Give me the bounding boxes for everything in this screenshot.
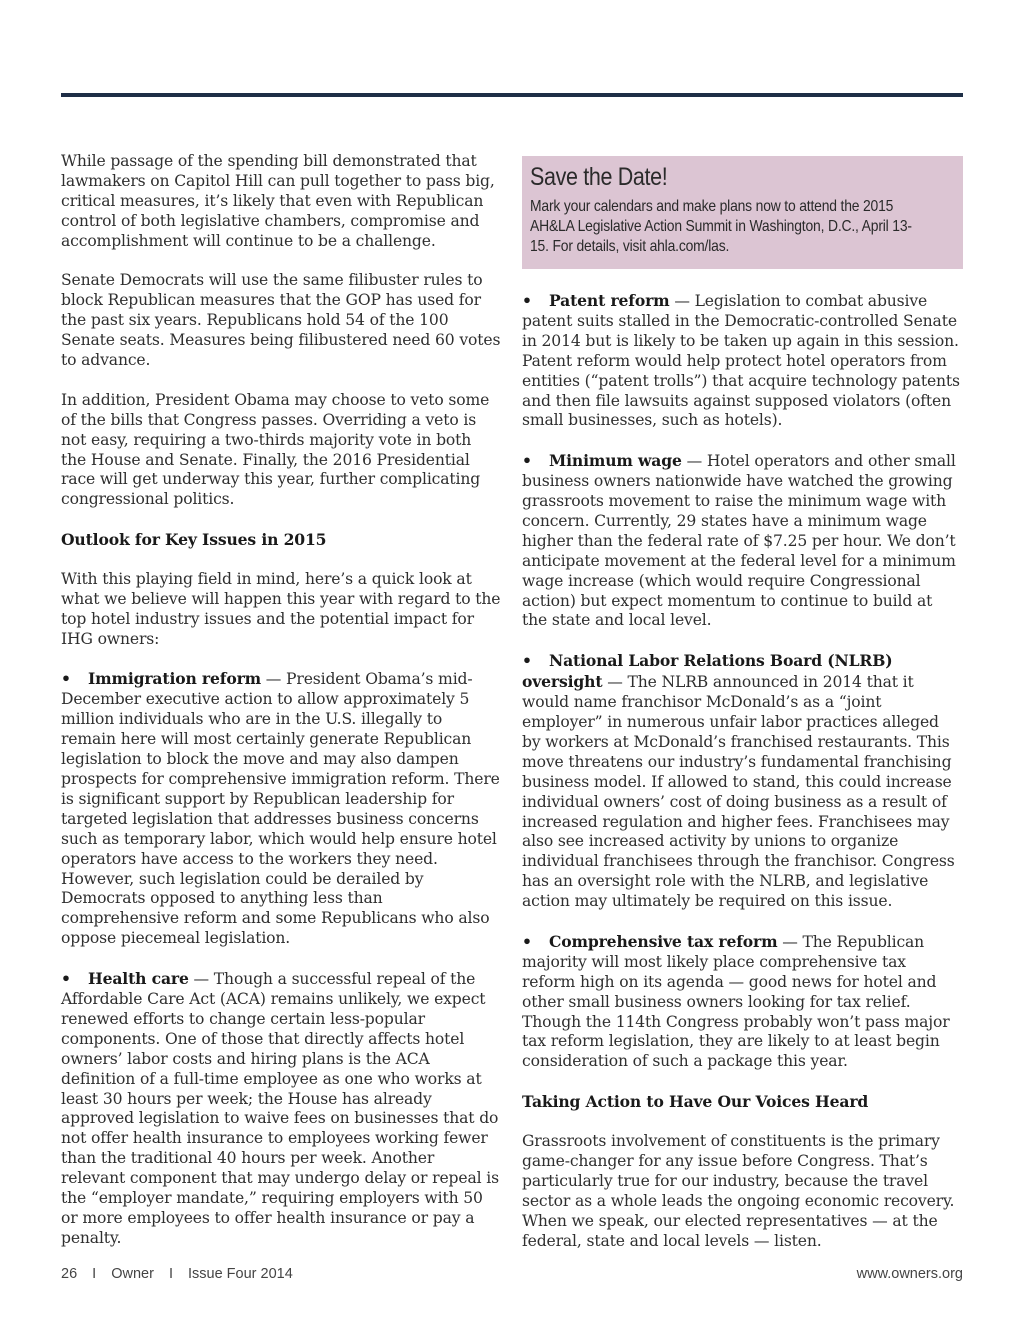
bullet-text: — Though a successful repeal of the Affordable Care Act (ACA) remains unlikely, we expect renewed efforts to change certain less-popular components. One of those that directly affects hotel owners’ labor costs and hiring plans is the ACA definition of a full-time employee as one who works at least 30 hours per week; the House has already approved legislation to waive fees on businesses that do not offer health insurance to employees working fewer than the traditional 40 hours per week. Another relevant component that may undergo delay or repeal is the “employer mandate,” requiring employers with 50 or more employees to offer health insurance or pay a penalty.: [61, 970, 499, 1247]
bullet-item-patent-reform: [522, 291, 962, 431]
bullet-item-minimum-wage: [522, 451, 962, 631]
bullet-icon: •: [522, 651, 532, 671]
bullet-icon: •: [522, 451, 532, 471]
header-rule: [61, 93, 963, 97]
bullet-text: — Legislation to combat abusive patent suits stalled in the Democratic-controlled Senate in 2014 but is likely to be taken up again in this session. Patent reform would help protect hotel operators from entities (“patent trolls”) that acquire technology patents and then file lawsuits against supposed violators (often small businesses, such as hotels).: [522, 292, 960, 430]
page-number: 26: [61, 1266, 78, 1282]
bullet-title: Health care: [88, 969, 189, 989]
bullet-text: — Hotel operators and other small business owners nationwide have watched the growing grassroots movement to raise the minimum wage with concern. Currently, 29 states have a minimum wage higher than the federal rate of $7.25 per hour. We don’t anticipate movement at the federal level for a minimum wage increase (which would require Congressional action) but expect momentum to continue to build at the state and local level.: [522, 452, 956, 630]
paragraph: With this playing field in mind, here’s a quick look at what we believe will happen this year with regard to the top hotel industry issues and the potential impact for IHG owners:: [61, 569, 501, 648]
bullet-icon: •: [522, 291, 532, 310]
bullet-text: — President Obama’s mid-December executive action to allow approximately 5 million individuals who are in the U.S. illegally to remain here will most certainly generate Republican legislation to block the move and may also dampen prospects for comprehensive immigration reform. There is significant support by Republican leadership for targeted legislation that addresses business concerns such as temporary labor, which would help ensure hotel operators have access to the workers they need. However, such legislation could be derailed by Democrats opposed to anything less than comprehensive reform and some Republicans who also oppose piecemeal legislation.: [61, 670, 500, 948]
bullet-icon: •: [522, 931, 532, 951]
section-heading: Outlook for Key Issues in 2015: [61, 530, 327, 550]
page-footer: [61, 1266, 963, 1286]
paragraph: In addition, President Obama may choose to veto some of the bills that Congress passes. Overriding a veto is not easy, requiring a two-thirds majority vote in both the House and Senate. Finally, the 2016 Presidential race will get underway this year, further complicating congressional politics.: [61, 390, 490, 509]
footer-left: [61, 1266, 293, 1282]
section-heading: Taking Action to Have Our Voices Heard: [522, 1092, 869, 1112]
paragraph: While passage of the spending bill demonstrated that lawmakers on Capitol Hill can pull together to pass big, critical measures, it’s likely that even with Republican control of both legislative chambers, compromise and accomplishment will continue to be a challenge.: [61, 152, 495, 250]
bullet-title: Minimum wage: [549, 451, 682, 471]
footer-separator: I: [92, 1266, 97, 1282]
bullet-icon: •: [61, 969, 71, 989]
left-column: [61, 152, 501, 1269]
save-the-date-callout: [522, 156, 963, 269]
bullet-item-health-care: [61, 969, 501, 1249]
bullet-title: Comprehensive tax reform: [549, 931, 778, 951]
bullet-title: National Labor Relations Board (NLRB) oversight: [522, 651, 893, 692]
bullet-text: — The Republican majority will most likely place comprehensive tax reform high on its agenda — good news for hotel and other small business owners looking for tax relief. Though the 114th Congress probably won’t pass major tax reform legislation, they are likely to at least begin consideration of such a package this year.: [522, 932, 950, 1071]
bullet-item-nlrb: [522, 651, 962, 912]
bullet-title: Immigration reform: [88, 669, 261, 689]
issue-label: Issue Four 2014: [187, 1266, 293, 1282]
bullet-text: — The NLRB announced in 2014 that it would name franchisor McDonald’s as a “joint employer” in numerous unfair labor practices alleged by workers at McDonald’s franchised restaurants. This move threatens our industry’s fundamental franchising business model. If allowed to stand, this could increase individual owners’ cost of doing business as a result of increased regulation and higher fees. Franchisees may also see increased activity by unions to organize individual franchisees through the franchisor. Congress has an oversight role with the NLRB, and legislative action may ultimately be required on this issue.: [522, 673, 955, 911]
website-link[interactable]: www.owners.org: [856, 1266, 963, 1282]
bullet-item-tax-reform: [522, 932, 962, 1072]
right-column: [522, 291, 962, 1271]
bullet-item-immigration: [61, 669, 501, 949]
footer-separator: I: [168, 1266, 173, 1282]
bullet-icon: •: [61, 669, 71, 689]
callout-title: Save the Date!: [530, 163, 668, 191]
callout-body: Mark your calendars and make plans now to attend the 2015 AH&LA Legislative Action Summit in Washington, D.C., April 13-15. For details, visit ahla.com/las.: [530, 198, 912, 255]
paragraph: Senate Democrats will use the same filibuster rules to block Republican measures that the GOP has used for the past six years. Republicans hold 54 of the 100 Senate seats. Measures being filibustered need 60 votes to advance.: [61, 271, 501, 370]
publication-name: Owner: [111, 1266, 154, 1282]
bullet-title: Patent reform: [549, 291, 670, 310]
paragraph: Grassroots involvement of constituents is the primary game-changer for any issue before Congress. That’s particularly true for our industry, because the travel sector as a whole leads the ongoing economic recovery. When we speak, our elected representatives — at the federal, state and local levels — listen.: [522, 1131, 955, 1250]
